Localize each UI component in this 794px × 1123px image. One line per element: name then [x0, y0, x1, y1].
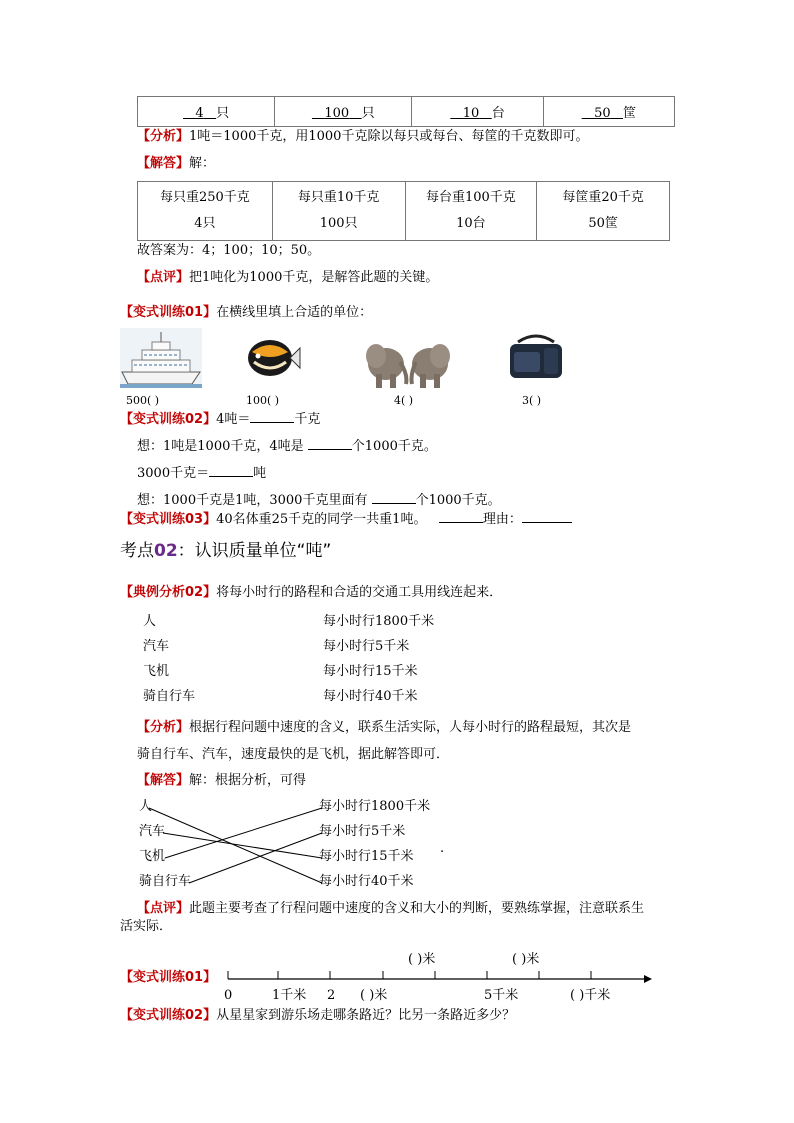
arrow-right-icon [644, 975, 652, 983]
number-line-below: 0 [224, 988, 233, 1003]
exercise-tag: 【变式训练01】 [120, 970, 217, 985]
answer-text: 解：根据分析，可得 [189, 773, 307, 788]
answer-blank[interactable] [209, 476, 253, 477]
table1-value: 100 [324, 106, 350, 121]
match-line [163, 833, 322, 858]
table1-cell [275, 97, 412, 127]
table1-cell [412, 97, 543, 127]
table2-line1: 每筐重20千克 [562, 190, 644, 205]
match-right-item: 每小时行5千米 [323, 639, 410, 654]
table2-cell [405, 182, 537, 241]
table2-cell [537, 182, 670, 241]
reason-blank[interactable] [522, 522, 572, 523]
comment-text: 把1吨化为1000千克，是解答此题的关键。 [189, 270, 439, 285]
think-line-1 [137, 438, 437, 456]
number-line-below: 5千米 [484, 988, 519, 1003]
table1-cell [543, 97, 674, 127]
answer-left-item: 飞机 [139, 849, 166, 864]
table1-unit: 只 [216, 106, 230, 121]
table2-line2: 100只 [319, 216, 358, 231]
answer-table-1 [137, 96, 675, 127]
table1-unit: 只 [361, 106, 375, 121]
trailing-dot: . [440, 841, 445, 856]
exercise-03 [120, 511, 572, 529]
table2-line1: 每只重10千克 [297, 190, 380, 205]
fish-icon [242, 336, 302, 380]
answer-right-item: 每小时行1800千米 [319, 799, 431, 814]
answer-text: 解： [189, 156, 216, 171]
matching-lines [137, 795, 337, 895]
ship-label: 500( ) [126, 394, 160, 407]
fish-label: 100( ) [246, 394, 280, 407]
answer-blank[interactable] [308, 449, 352, 450]
answer-right-item: 每小时行40千米 [319, 874, 414, 889]
analysis-line1: 根据行程问题中速度的含义，联系生活实际，人每小时行的路程最短，其次是 [189, 720, 632, 735]
section-prefix: 考点 [120, 541, 154, 561]
analysis-tag: 【分析】 [137, 129, 190, 144]
match-left-item: 飞机 [143, 664, 170, 679]
analysis-1 [137, 128, 588, 146]
answer-blank[interactable] [372, 503, 416, 504]
comment-1 [137, 269, 438, 287]
match-left-item: 人 [143, 614, 157, 629]
think-line-2 [137, 492, 501, 510]
table2-line2: 10台 [456, 216, 486, 231]
analysis-text: 1吨＝1000千克，用1000千克除以每只或每台、每筐的千克数即可。 [189, 129, 589, 144]
exercise-q2-right: 吨 [253, 466, 267, 481]
match-line [149, 808, 322, 883]
typical-tag: 【典例分析02】 [120, 585, 217, 600]
section-title: ：认识质量单位“吨” [177, 541, 332, 561]
table2-cell [138, 182, 273, 241]
table2-line1: 每台重100千克 [425, 190, 516, 205]
comment-2 [137, 900, 644, 918]
exercise-text: 从星星家到游乐场走哪条路近？比另一条路近多少？ [216, 1008, 516, 1023]
match-right-item: 每小时行40千米 [323, 689, 418, 704]
answer-tag: 【解答】 [137, 156, 190, 171]
bag-icon [504, 332, 568, 380]
elephants-icon [364, 334, 454, 392]
table2-cell [272, 182, 405, 241]
exercise-reason: 理由： [482, 512, 522, 527]
exercise-q1-left: 4吨＝ [216, 412, 251, 427]
table1-value: 4 [195, 106, 204, 121]
exercise-2-02 [120, 1007, 515, 1025]
table2-line2: 4只 [194, 216, 216, 231]
exercise-01 [120, 304, 372, 322]
comment-line1: 此题主要考查了行程问题中速度的含义和大小的判断，要熟练掌握，注意联系生 [189, 901, 645, 916]
answer-2 [137, 772, 306, 790]
analysis-2 [137, 719, 631, 737]
table1-value: 50 [594, 106, 611, 121]
exercise-tag: 【变式训练02】 [120, 1008, 217, 1023]
exercise-q2 [137, 465, 266, 483]
table1-cell [138, 97, 275, 127]
exercise-tag: 【变式训练03】 [120, 512, 217, 527]
final-answer: 故答案为：4；100；10；50。 [137, 243, 321, 258]
think-left: 想：1吨是1000千克，4吨是 [137, 439, 304, 454]
comment-2-line2: 活实际． [120, 919, 173, 934]
answer-table-2 [137, 181, 670, 241]
think-left: 想：1000千克是1吨，3000千克里面有 [137, 493, 368, 508]
answer-1 [137, 155, 215, 173]
table1-unit: 筐 [623, 106, 637, 121]
answer-left-item: 人 [139, 799, 153, 814]
answer-right-item: 每小时行15千米 [319, 849, 414, 864]
comment-tag: 【点评】 [137, 901, 190, 916]
answer-blank[interactable] [439, 522, 483, 523]
exercise-text: 在横线里填上合适的单位： [216, 305, 373, 320]
answer-blank[interactable] [250, 422, 294, 423]
match-left-item: 汽车 [143, 639, 170, 654]
match-right-item: 每小时行1800千米 [323, 614, 435, 629]
elephants-label: 4( ) [394, 394, 414, 407]
analysis-tag: 【分析】 [137, 720, 190, 735]
comment-tag: 【点评】 [137, 270, 190, 285]
think-right: 个1000千克。 [415, 493, 501, 508]
answer-left-item: 汽车 [139, 824, 166, 839]
exercise-2-01 [120, 969, 216, 987]
section-number: 02 [154, 541, 178, 561]
table2-line1: 每只重250千克 [159, 190, 250, 205]
exercise-q2-left: 3000千克＝ [137, 466, 210, 481]
number-line-below: 2 [327, 988, 336, 1003]
ship-icon [120, 328, 202, 388]
exercise-q1-right: 千克 [294, 412, 321, 427]
table1-unit: 台 [491, 106, 505, 121]
number-line-below: ( )米 [360, 988, 388, 1003]
typical-analysis-02 [120, 584, 502, 602]
answer-left-item: 骑自行车 [139, 874, 192, 889]
number-line-below: 1千米 [272, 988, 307, 1003]
typical-text: 将每小时行的路程和合适的交通工具用线连起来． [216, 585, 503, 600]
answer-right-item: 每小时行5千米 [319, 824, 406, 839]
match-line [165, 808, 322, 858]
match-right-item: 每小时行15千米 [323, 664, 418, 679]
bag-label: 3( ) [522, 394, 542, 407]
analysis-2-line2: 骑自行车、汽车，速度最快的是飞机，据此解答即可． [137, 747, 450, 762]
section-heading [120, 536, 331, 561]
think-right: 个1000千克。 [351, 439, 437, 454]
exercise-02 [120, 411, 320, 429]
exercise-text: 40名体重25千克的同学一共重1吨。 [216, 512, 427, 527]
exercise-tag: 【变式训练02】 [120, 412, 217, 427]
number-line-below: ( )千米 [570, 988, 611, 1003]
table1-value: 10 [462, 106, 480, 121]
match-left-item: 骑自行车 [143, 689, 196, 704]
exercise-tag: 【变式训练01】 [120, 305, 217, 320]
number-line-above: ( )米 [408, 952, 436, 967]
answer-tag: 【解答】 [137, 773, 190, 788]
number-line-above: ( )米 [512, 952, 540, 967]
table2-line2: 50筐 [588, 216, 618, 231]
